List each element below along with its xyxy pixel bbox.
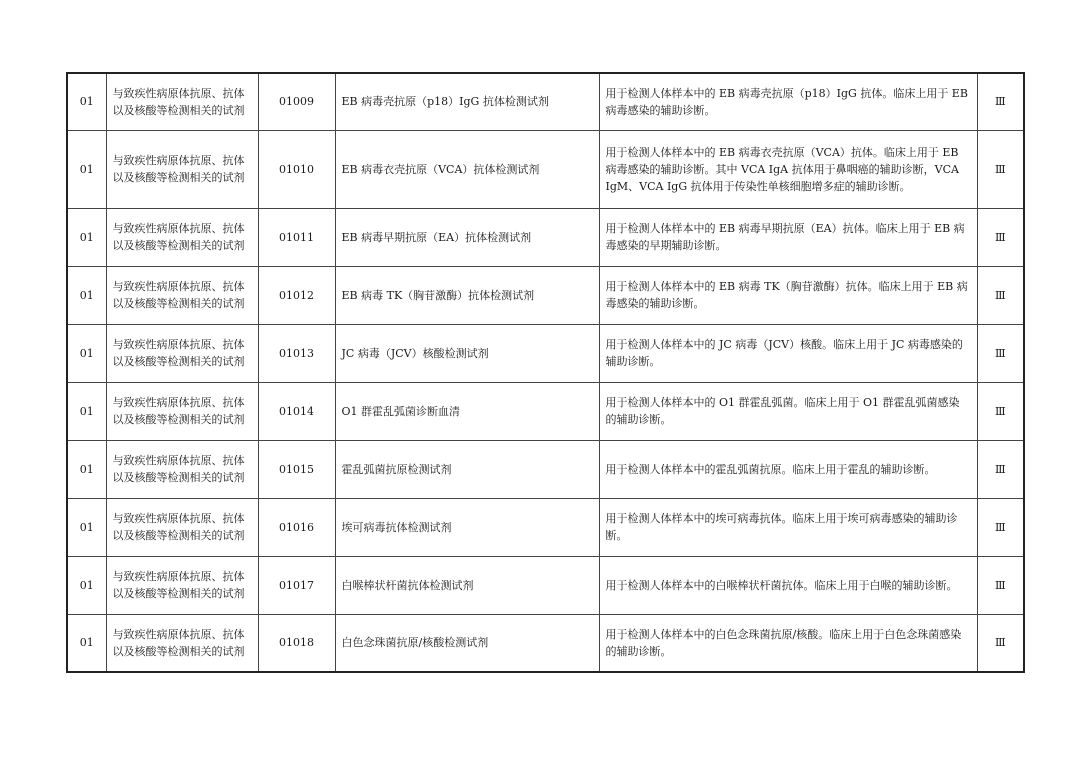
table-row bbox=[67, 324, 1024, 382]
table-row bbox=[67, 382, 1024, 440]
product-cell: EB 病毒早期抗原（EA）抗体检测试剂 bbox=[335, 208, 599, 266]
table-row bbox=[67, 614, 1024, 672]
code-cell: 01010 bbox=[258, 130, 335, 208]
usage-cell: 用于检测人体样本中的白喉棒状杆菌抗体。临床上用于白喉的辅助诊断。 bbox=[599, 556, 977, 614]
category-cell: 01 bbox=[67, 498, 106, 556]
type-name-cell: 与致疾性病原体抗原、抗体以及核酸等检测相关的试剂 bbox=[106, 130, 258, 208]
class-cell: Ⅲ bbox=[977, 382, 1024, 440]
type-name-cell: 与致疾性病原体抗原、抗体以及核酸等检测相关的试剂 bbox=[106, 208, 258, 266]
class-cell: Ⅲ bbox=[977, 73, 1024, 130]
usage-cell: 用于检测人体样本中的霍乱弧菌抗原。临床上用于霍乱的辅助诊断。 bbox=[599, 440, 977, 498]
product-cell: 白色念珠菌抗原/核酸检测试剂 bbox=[335, 614, 599, 672]
usage-cell: 用于检测人体样本中的 EB 病毒早期抗原（EA）抗体。临床上用于 EB 病毒感染的早期辅助诊断。 bbox=[599, 208, 977, 266]
product-cell: EB 病毒衣壳抗原（VCA）抗体检测试剂 bbox=[335, 130, 599, 208]
class-cell: Ⅲ bbox=[977, 614, 1024, 672]
category-cell: 01 bbox=[67, 382, 106, 440]
type-name-cell: 与致疾性病原体抗原、抗体以及核酸等检测相关的试剂 bbox=[106, 382, 258, 440]
code-cell: 01018 bbox=[258, 614, 335, 672]
category-cell: 01 bbox=[67, 556, 106, 614]
code-cell: 01017 bbox=[258, 556, 335, 614]
usage-cell: 用于检测人体样本中的 O1 群霍乱弧菌。临床上用于 O1 群霍乱弧菌感染的辅助诊断。 bbox=[599, 382, 977, 440]
category-cell: 01 bbox=[67, 614, 106, 672]
table-row bbox=[67, 73, 1024, 130]
type-name-cell: 与致疾性病原体抗原、抗体以及核酸等检测相关的试剂 bbox=[106, 266, 258, 324]
class-cell: Ⅲ bbox=[977, 498, 1024, 556]
category-cell: 01 bbox=[67, 440, 106, 498]
classification-table bbox=[66, 72, 1025, 673]
product-cell: 霍乱弧菌抗原检测试剂 bbox=[335, 440, 599, 498]
class-cell: Ⅲ bbox=[977, 440, 1024, 498]
code-cell: 01012 bbox=[258, 266, 335, 324]
category-cell: 01 bbox=[67, 73, 106, 130]
category-cell: 01 bbox=[67, 208, 106, 266]
class-cell: Ⅲ bbox=[977, 208, 1024, 266]
category-cell: 01 bbox=[67, 130, 106, 208]
type-name-cell: 与致疾性病原体抗原、抗体以及核酸等检测相关的试剂 bbox=[106, 614, 258, 672]
usage-cell: 用于检测人体样本中的 EB 病毒衣壳抗原（VCA）抗体。临床上用于 EB 病毒感染的辅助诊断。其中 VCA IgA 抗体用于鼻咽癌的辅助诊断，VCA IgM、VCA IgG 抗体用于传染性单核细胞增多症的辅助诊断。 bbox=[599, 130, 977, 208]
usage-cell: 用于检测人体样本中的 JC 病毒（JCV）核酸。临床上用于 JC 病毒感染的辅助诊断。 bbox=[599, 324, 977, 382]
product-cell: 埃可病毒抗体检测试剂 bbox=[335, 498, 599, 556]
type-name-cell: 与致疾性病原体抗原、抗体以及核酸等检测相关的试剂 bbox=[106, 440, 258, 498]
table-row bbox=[67, 440, 1024, 498]
product-cell: O1 群霍乱弧菌诊断血清 bbox=[335, 382, 599, 440]
type-name-cell: 与致疾性病原体抗原、抗体以及核酸等检测相关的试剂 bbox=[106, 73, 258, 130]
code-cell: 01015 bbox=[258, 440, 335, 498]
usage-cell: 用于检测人体样本中的白色念珠菌抗原/核酸。临床上用于白色念珠菌感染的辅助诊断。 bbox=[599, 614, 977, 672]
usage-cell: 用于检测人体样本中的 EB 病毒壳抗原（p18）IgG 抗体。临床上用于 EB 病毒感染的辅助诊断。 bbox=[599, 73, 977, 130]
code-cell: 01014 bbox=[258, 382, 335, 440]
type-name-cell: 与致疾性病原体抗原、抗体以及核酸等检测相关的试剂 bbox=[106, 498, 258, 556]
table-row bbox=[67, 208, 1024, 266]
code-cell: 01013 bbox=[258, 324, 335, 382]
usage-cell: 用于检测人体样本中的埃可病毒抗体。临床上用于埃可病毒感染的辅助诊断。 bbox=[599, 498, 977, 556]
code-cell: 01011 bbox=[258, 208, 335, 266]
product-cell: JC 病毒（JCV）核酸检测试剂 bbox=[335, 324, 599, 382]
product-cell: EB 病毒 TK（胸苷激酶）抗体检测试剂 bbox=[335, 266, 599, 324]
usage-cell: 用于检测人体样本中的 EB 病毒 TK（胸苷激酶）抗体。临床上用于 EB 病毒感染的辅助诊断。 bbox=[599, 266, 977, 324]
class-cell: Ⅲ bbox=[977, 556, 1024, 614]
table-row bbox=[67, 498, 1024, 556]
category-cell: 01 bbox=[67, 324, 106, 382]
type-name-cell: 与致疾性病原体抗原、抗体以及核酸等检测相关的试剂 bbox=[106, 324, 258, 382]
product-cell: EB 病毒壳抗原（p18）IgG 抗体检测试剂 bbox=[335, 73, 599, 130]
table-row bbox=[67, 556, 1024, 614]
product-cell: 白喉棒状杆菌抗体检测试剂 bbox=[335, 556, 599, 614]
code-cell: 01009 bbox=[258, 73, 335, 130]
type-name-cell: 与致疾性病原体抗原、抗体以及核酸等检测相关的试剂 bbox=[106, 556, 258, 614]
category-cell: 01 bbox=[67, 266, 106, 324]
class-cell: Ⅲ bbox=[977, 324, 1024, 382]
table-row bbox=[67, 266, 1024, 324]
code-cell: 01016 bbox=[258, 498, 335, 556]
table-row bbox=[67, 130, 1024, 208]
class-cell: Ⅲ bbox=[977, 130, 1024, 208]
class-cell: Ⅲ bbox=[977, 266, 1024, 324]
